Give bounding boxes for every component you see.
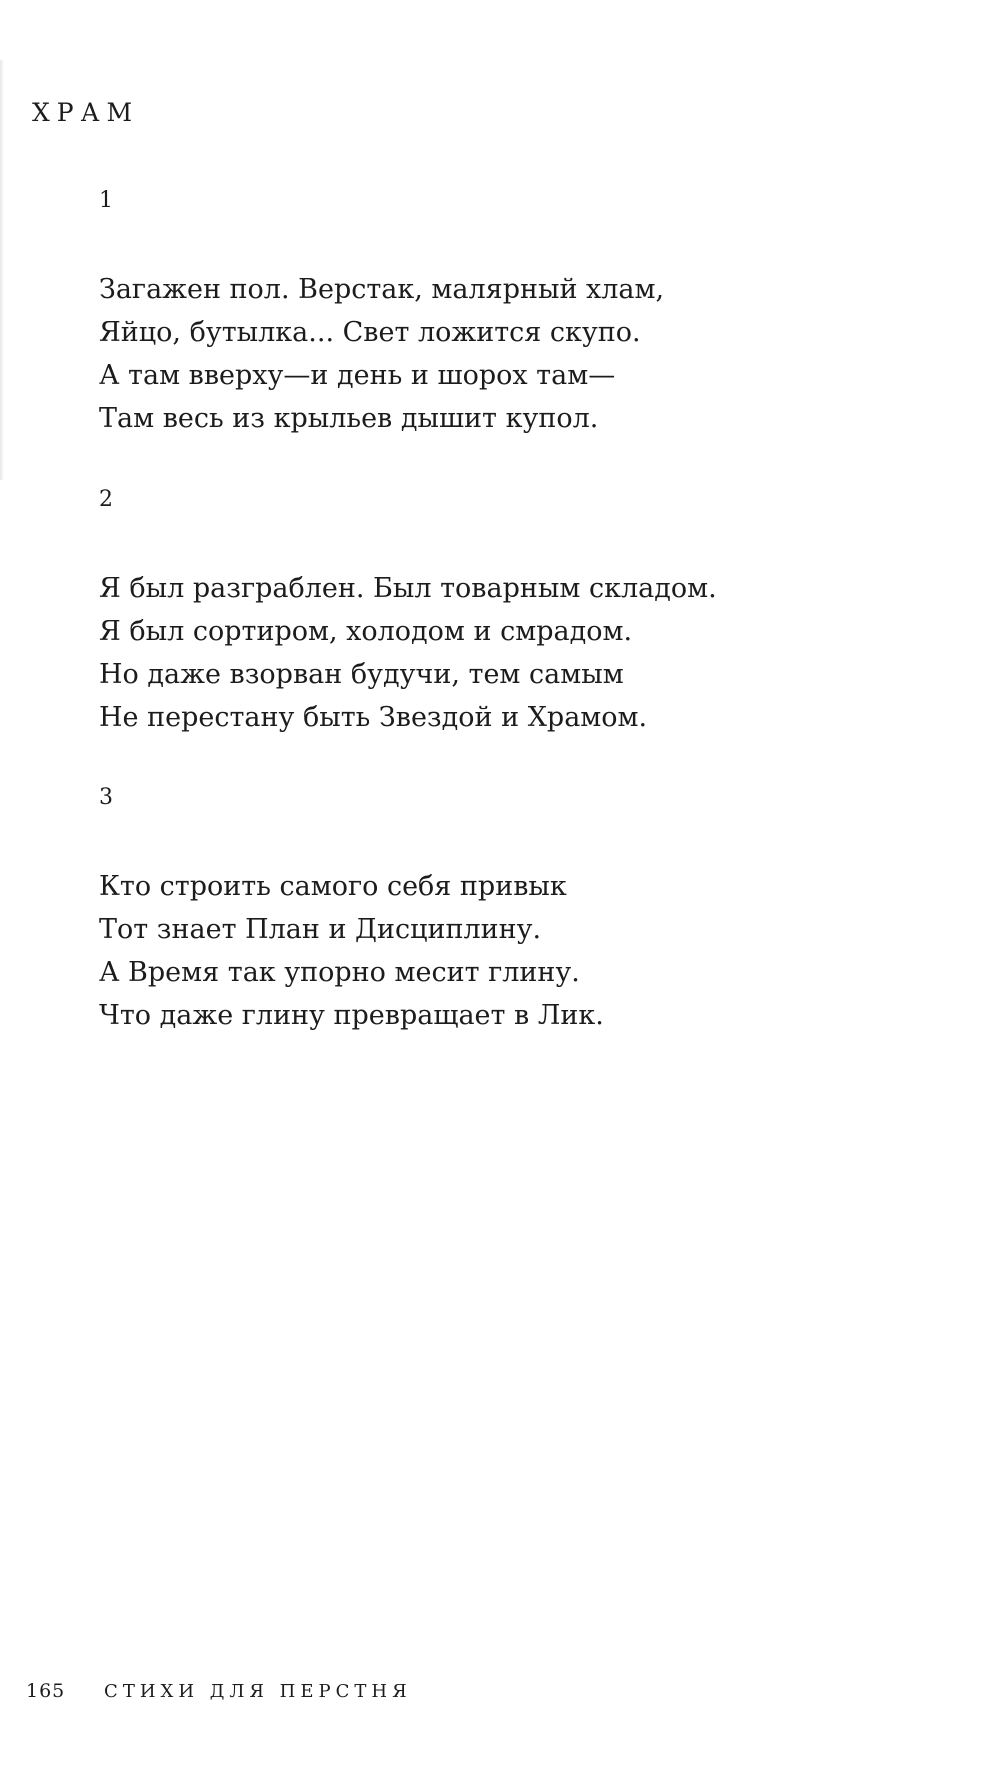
running-title: СТИХИ ДЛЯ ПЕРСТНЯ bbox=[104, 1681, 412, 1702]
page-edge-shadow bbox=[0, 60, 4, 480]
verse-line: Яйцо, бутылка... Свет ложится скупо. bbox=[99, 317, 641, 348]
verse-line: Тот знает План и Дисциплину. bbox=[99, 914, 542, 945]
poem-section-2 bbox=[99, 485, 919, 739]
verse-line: Не перестану быть Звездой и Храмом. bbox=[99, 702, 648, 733]
poem-title: ХРАМ bbox=[32, 98, 140, 127]
poem-section-1 bbox=[99, 186, 919, 440]
stanza bbox=[99, 865, 919, 1037]
stanza bbox=[99, 567, 919, 739]
verse-line: Загажен пол. Верстак, малярный хлам, bbox=[99, 274, 665, 305]
verse-line: А там вверху—и день и шорох там— bbox=[99, 360, 616, 391]
verse-line: Там весь из крыльев дышит купол. bbox=[99, 403, 599, 434]
poem-section-3 bbox=[99, 783, 919, 1037]
verse-line: Что даже глину превращает в Лик. bbox=[99, 1000, 604, 1031]
verse-line: Но даже взорван будучи, тем самым bbox=[99, 659, 624, 690]
section-number: 3 bbox=[99, 785, 113, 810]
verse-line: Кто строить самого себя привык bbox=[99, 871, 567, 902]
page-footer bbox=[26, 1680, 412, 1702]
verse-line: Я был сортиром, холодом и смрадом. bbox=[99, 616, 633, 647]
stanza bbox=[99, 268, 919, 440]
verse-line: Я был разграблен. Был товарным складом. bbox=[99, 573, 717, 604]
section-number: 2 bbox=[99, 487, 113, 512]
section-number: 1 bbox=[99, 188, 113, 213]
verse-line: А Время так упорно месит глину. bbox=[99, 957, 580, 988]
page-number: 165 bbox=[26, 1680, 66, 1702]
